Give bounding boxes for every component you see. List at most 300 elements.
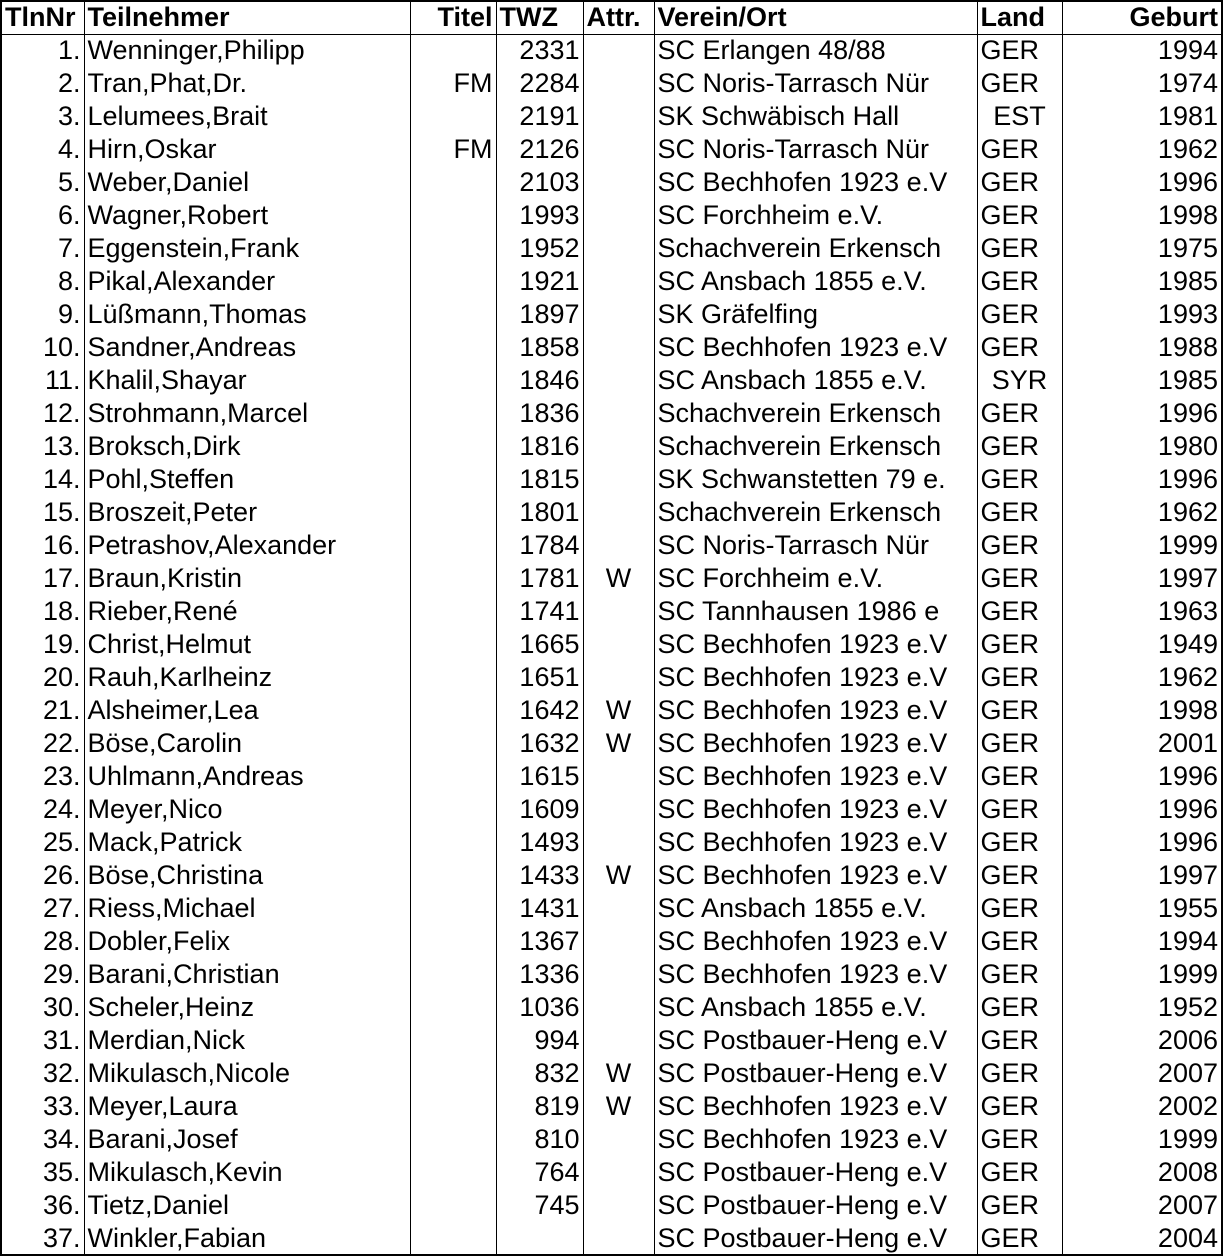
cell-twz: 1815 <box>496 463 583 496</box>
cell-nr: 22. <box>1 727 84 760</box>
cell-titel <box>410 661 496 694</box>
table-row <box>1 1090 1222 1123</box>
cell-teilnehmer: Broszeit,Peter <box>84 496 410 529</box>
cell-land: GER <box>977 67 1062 100</box>
cell-titel <box>410 628 496 661</box>
table-row <box>1 529 1222 562</box>
cell-teilnehmer: Hirn,Oskar <box>84 133 410 166</box>
cell-twz: 1846 <box>496 364 583 397</box>
cell-verein: SC Ansbach 1855 e.V. <box>654 364 977 397</box>
cell-teilnehmer: Dobler,Felix <box>84 925 410 958</box>
table-body <box>1 34 1222 1255</box>
cell-titel <box>410 364 496 397</box>
cell-twz: 1493 <box>496 826 583 859</box>
cell-nr: 24. <box>1 793 84 826</box>
cell-geburt: 1996 <box>1062 760 1222 793</box>
cell-attr <box>583 463 654 496</box>
cell-teilnehmer: Barani,Josef <box>84 1123 410 1156</box>
cell-geburt: 1962 <box>1062 133 1222 166</box>
cell-teilnehmer: Braun,Kristin <box>84 562 410 595</box>
cell-land: GER <box>977 232 1062 265</box>
cell-nr: 13. <box>1 430 84 463</box>
cell-verein: SC Bechhofen 1923 e.V <box>654 793 977 826</box>
cell-verein: SC Bechhofen 1923 e.V <box>654 166 977 199</box>
cell-land: GER <box>977 595 1062 628</box>
cell-titel <box>410 892 496 925</box>
cell-geburt: 1985 <box>1062 265 1222 298</box>
header-nr: TlnNr <box>1 1 84 34</box>
cell-titel <box>410 463 496 496</box>
cell-geburt: 1993 <box>1062 298 1222 331</box>
cell-verein: SC Postbauer-Heng e.V <box>654 1222 977 1255</box>
table-row <box>1 727 1222 760</box>
cell-twz: 2126 <box>496 133 583 166</box>
cell-geburt: 1952 <box>1062 991 1222 1024</box>
cell-nr: 9. <box>1 298 84 331</box>
cell-geburt: 2007 <box>1062 1057 1222 1090</box>
cell-teilnehmer: Wagner,Robert <box>84 199 410 232</box>
table-row <box>1 265 1222 298</box>
cell-twz: 810 <box>496 1123 583 1156</box>
cell-titel <box>410 991 496 1024</box>
cell-verein: SK Gräfelfing <box>654 298 977 331</box>
cell-land: GER <box>977 892 1062 925</box>
header-twz: TWZ <box>496 1 583 34</box>
cell-titel <box>410 1090 496 1123</box>
table-row <box>1 166 1222 199</box>
cell-teilnehmer: Christ,Helmut <box>84 628 410 661</box>
cell-verein: Schachverein Erkensch <box>654 496 977 529</box>
cell-geburt: 1980 <box>1062 430 1222 463</box>
header-teilnehmer: Teilnehmer <box>84 1 410 34</box>
cell-attr <box>583 1189 654 1222</box>
cell-verein: Schachverein Erkensch <box>654 232 977 265</box>
cell-geburt: 1963 <box>1062 595 1222 628</box>
cell-land: GER <box>977 34 1062 67</box>
cell-titel <box>410 232 496 265</box>
cell-attr <box>583 958 654 991</box>
cell-titel: FM <box>410 133 496 166</box>
cell-geburt: 1998 <box>1062 199 1222 232</box>
cell-attr: W <box>583 727 654 760</box>
cell-verein: SC Ansbach 1855 e.V. <box>654 892 977 925</box>
cell-verein: SC Postbauer-Heng e.V <box>654 1057 977 1090</box>
cell-twz: 1665 <box>496 628 583 661</box>
cell-attr <box>583 1123 654 1156</box>
cell-twz: 1952 <box>496 232 583 265</box>
cell-attr <box>583 100 654 133</box>
cell-land: SYR <box>977 364 1062 397</box>
table-row <box>1 1123 1222 1156</box>
cell-attr <box>583 34 654 67</box>
cell-titel <box>410 1156 496 1189</box>
cell-attr <box>583 529 654 562</box>
cell-geburt: 1996 <box>1062 397 1222 430</box>
cell-verein: SC Bechhofen 1923 e.V <box>654 628 977 661</box>
table-row <box>1 661 1222 694</box>
cell-land: GER <box>977 1189 1062 1222</box>
cell-attr <box>583 364 654 397</box>
cell-nr: 12. <box>1 397 84 430</box>
cell-titel <box>410 34 496 67</box>
cell-twz: 1609 <box>496 793 583 826</box>
cell-twz: 2103 <box>496 166 583 199</box>
table-row <box>1 694 1222 727</box>
cell-teilnehmer: Broksch,Dirk <box>84 430 410 463</box>
cell-attr <box>583 826 654 859</box>
cell-titel <box>410 397 496 430</box>
cell-titel <box>410 100 496 133</box>
cell-verein: SC Postbauer-Heng e.V <box>654 1189 977 1222</box>
cell-land: GER <box>977 727 1062 760</box>
cell-verein: SC Bechhofen 1923 e.V <box>654 826 977 859</box>
cell-verein: SC Bechhofen 1923 e.V <box>654 859 977 892</box>
cell-attr: W <box>583 694 654 727</box>
cell-attr <box>583 760 654 793</box>
cell-nr: 32. <box>1 1057 84 1090</box>
cell-attr <box>583 430 654 463</box>
table-row <box>1 100 1222 133</box>
cell-twz: 1921 <box>496 265 583 298</box>
cell-land: GER <box>977 958 1062 991</box>
cell-twz: 1801 <box>496 496 583 529</box>
cell-geburt: 1999 <box>1062 1123 1222 1156</box>
cell-verein: SC Noris-Tarrasch Nür <box>654 133 977 166</box>
cell-nr: 36. <box>1 1189 84 1222</box>
cell-verein: SC Erlangen 48/88 <box>654 34 977 67</box>
cell-twz: 1781 <box>496 562 583 595</box>
cell-land: GER <box>977 265 1062 298</box>
cell-verein: SK Schwäbisch Hall <box>654 100 977 133</box>
cell-land: GER <box>977 760 1062 793</box>
cell-titel <box>410 694 496 727</box>
cell-nr: 30. <box>1 991 84 1024</box>
cell-twz: 1651 <box>496 661 583 694</box>
cell-attr <box>583 595 654 628</box>
cell-titel <box>410 958 496 991</box>
cell-geburt: 1996 <box>1062 463 1222 496</box>
cell-twz: 1858 <box>496 331 583 364</box>
cell-attr <box>583 331 654 364</box>
cell-titel <box>410 331 496 364</box>
table-row <box>1 298 1222 331</box>
cell-land: GER <box>977 166 1062 199</box>
cell-teilnehmer: Rauh,Karlheinz <box>84 661 410 694</box>
cell-geburt: 1996 <box>1062 166 1222 199</box>
cell-titel <box>410 760 496 793</box>
cell-land: GER <box>977 1024 1062 1057</box>
cell-twz: 1897 <box>496 298 583 331</box>
cell-land: GER <box>977 925 1062 958</box>
header-land: Land <box>977 1 1062 34</box>
cell-titel <box>410 727 496 760</box>
cell-geburt: 2007 <box>1062 1189 1222 1222</box>
cell-land: GER <box>977 562 1062 595</box>
cell-twz: 1036 <box>496 991 583 1024</box>
table-row <box>1 430 1222 463</box>
cell-geburt: 2004 <box>1062 1222 1222 1255</box>
header-row <box>1 1 1222 34</box>
cell-titel <box>410 265 496 298</box>
cell-land: GER <box>977 661 1062 694</box>
cell-verein: SC Ansbach 1855 e.V. <box>654 265 977 298</box>
cell-land: GER <box>977 826 1062 859</box>
cell-geburt: 1999 <box>1062 958 1222 991</box>
cell-titel <box>410 562 496 595</box>
cell-verein: SC Forchheim e.V. <box>654 562 977 595</box>
cell-attr <box>583 793 654 826</box>
cell-land: GER <box>977 529 1062 562</box>
header-geburt: Geburt <box>1062 1 1222 34</box>
cell-titel <box>410 166 496 199</box>
cell-verein: SC Bechhofen 1923 e.V <box>654 925 977 958</box>
cell-geburt: 1974 <box>1062 67 1222 100</box>
cell-titel <box>410 496 496 529</box>
table-row <box>1 1156 1222 1189</box>
cell-nr: 28. <box>1 925 84 958</box>
table-row <box>1 991 1222 1024</box>
cell-verein: SC Bechhofen 1923 e.V <box>654 958 977 991</box>
cell-teilnehmer: Winkler,Fabian <box>84 1222 410 1255</box>
cell-land: GER <box>977 298 1062 331</box>
cell-titel <box>410 793 496 826</box>
table-row <box>1 133 1222 166</box>
table-row <box>1 364 1222 397</box>
cell-land: GER <box>977 991 1062 1024</box>
cell-land: GER <box>977 1123 1062 1156</box>
cell-titel <box>410 925 496 958</box>
cell-nr: 21. <box>1 694 84 727</box>
cell-attr <box>583 67 654 100</box>
cell-twz: 1642 <box>496 694 583 727</box>
cell-titel <box>410 595 496 628</box>
cell-geburt: 1996 <box>1062 826 1222 859</box>
cell-nr: 27. <box>1 892 84 925</box>
cell-verein: SC Bechhofen 1923 e.V <box>654 760 977 793</box>
cell-verein: SK Schwanstetten 79 e. <box>654 463 977 496</box>
cell-teilnehmer: Weber,Daniel <box>84 166 410 199</box>
cell-attr: W <box>583 1057 654 1090</box>
table-row <box>1 1057 1222 1090</box>
cell-geburt: 1985 <box>1062 364 1222 397</box>
cell-titel <box>410 859 496 892</box>
cell-teilnehmer: Tietz,Daniel <box>84 1189 410 1222</box>
cell-geburt: 1997 <box>1062 562 1222 595</box>
cell-nr: 14. <box>1 463 84 496</box>
cell-titel <box>410 1024 496 1057</box>
cell-teilnehmer: Scheler,Heinz <box>84 991 410 1024</box>
cell-titel <box>410 529 496 562</box>
cell-teilnehmer: Rieber,René <box>84 595 410 628</box>
cell-attr <box>583 298 654 331</box>
cell-verein: Schachverein Erkensch <box>654 397 977 430</box>
cell-twz <box>496 1222 583 1255</box>
cell-geburt: 1962 <box>1062 661 1222 694</box>
cell-teilnehmer: Merdian,Nick <box>84 1024 410 1057</box>
cell-twz: 2331 <box>496 34 583 67</box>
table-row <box>1 859 1222 892</box>
cell-attr <box>583 1222 654 1255</box>
cell-geburt: 1997 <box>1062 859 1222 892</box>
cell-land: GER <box>977 496 1062 529</box>
cell-twz: 1433 <box>496 859 583 892</box>
table-row <box>1 826 1222 859</box>
cell-teilnehmer: Pikal,Alexander <box>84 265 410 298</box>
cell-twz: 1367 <box>496 925 583 958</box>
cell-nr: 33. <box>1 1090 84 1123</box>
cell-land: GER <box>977 628 1062 661</box>
cell-geburt: 1962 <box>1062 496 1222 529</box>
cell-geburt: 1994 <box>1062 925 1222 958</box>
cell-teilnehmer: Alsheimer,Lea <box>84 694 410 727</box>
cell-twz: 1784 <box>496 529 583 562</box>
cell-geburt: 1975 <box>1062 232 1222 265</box>
cell-twz: 764 <box>496 1156 583 1189</box>
cell-attr: W <box>583 859 654 892</box>
cell-geburt: 1949 <box>1062 628 1222 661</box>
cell-nr: 1. <box>1 34 84 67</box>
cell-land: GER <box>977 1057 1062 1090</box>
cell-attr: W <box>583 1090 654 1123</box>
cell-attr <box>583 661 654 694</box>
cell-twz: 1993 <box>496 199 583 232</box>
cell-attr <box>583 892 654 925</box>
cell-nr: 34. <box>1 1123 84 1156</box>
cell-land: GER <box>977 694 1062 727</box>
cell-verein: SC Noris-Tarrasch Nür <box>654 67 977 100</box>
cell-attr <box>583 265 654 298</box>
cell-land: GER <box>977 793 1062 826</box>
table-row <box>1 1189 1222 1222</box>
cell-nr: 5. <box>1 166 84 199</box>
table-row <box>1 397 1222 430</box>
cell-attr <box>583 991 654 1024</box>
cell-attr <box>583 199 654 232</box>
cell-titel <box>410 826 496 859</box>
cell-verein: SC Postbauer-Heng e.V <box>654 1156 977 1189</box>
cell-titel <box>410 298 496 331</box>
table-row <box>1 760 1222 793</box>
table-row <box>1 331 1222 364</box>
cell-verein: SC Noris-Tarrasch Nür <box>654 529 977 562</box>
cell-verein: SC Tannhausen 1986 e <box>654 595 977 628</box>
cell-twz: 2191 <box>496 100 583 133</box>
cell-titel: FM <box>410 67 496 100</box>
cell-nr: 15. <box>1 496 84 529</box>
cell-verein: SC Bechhofen 1923 e.V <box>654 1123 977 1156</box>
table-row <box>1 199 1222 232</box>
cell-geburt: 1994 <box>1062 34 1222 67</box>
cell-attr <box>583 1156 654 1189</box>
cell-nr: 26. <box>1 859 84 892</box>
cell-titel <box>410 1057 496 1090</box>
table-row <box>1 232 1222 265</box>
cell-teilnehmer: Sandner,Andreas <box>84 331 410 364</box>
cell-teilnehmer: Tran,Phat,Dr. <box>84 67 410 100</box>
cell-nr: 20. <box>1 661 84 694</box>
cell-titel <box>410 1123 496 1156</box>
table-row <box>1 67 1222 100</box>
cell-nr: 35. <box>1 1156 84 1189</box>
cell-nr: 23. <box>1 760 84 793</box>
cell-geburt: 2008 <box>1062 1156 1222 1189</box>
cell-titel <box>410 1222 496 1255</box>
cell-verein: SC Bechhofen 1923 e.V <box>654 331 977 364</box>
cell-verein: SC Bechhofen 1923 e.V <box>654 694 977 727</box>
cell-twz: 745 <box>496 1189 583 1222</box>
cell-geburt: 2002 <box>1062 1090 1222 1123</box>
cell-land: GER <box>977 1156 1062 1189</box>
cell-nr: 11. <box>1 364 84 397</box>
cell-twz: 2284 <box>496 67 583 100</box>
cell-titel <box>410 430 496 463</box>
cell-verein: SC Ansbach 1855 e.V. <box>654 991 977 1024</box>
cell-teilnehmer: Mack,Patrick <box>84 826 410 859</box>
cell-nr: 31. <box>1 1024 84 1057</box>
cell-land: GER <box>977 397 1062 430</box>
cell-attr <box>583 133 654 166</box>
cell-teilnehmer: Meyer,Nico <box>84 793 410 826</box>
cell-twz: 1615 <box>496 760 583 793</box>
cell-teilnehmer: Eggenstein,Frank <box>84 232 410 265</box>
cell-verein: SC Bechhofen 1923 e.V <box>654 661 977 694</box>
cell-nr: 4. <box>1 133 84 166</box>
cell-twz: 1632 <box>496 727 583 760</box>
cell-nr: 6. <box>1 199 84 232</box>
cell-teilnehmer: Böse,Christina <box>84 859 410 892</box>
cell-teilnehmer: Meyer,Laura <box>84 1090 410 1123</box>
cell-nr: 8. <box>1 265 84 298</box>
cell-geburt: 1955 <box>1062 892 1222 925</box>
cell-twz: 819 <box>496 1090 583 1123</box>
table-row <box>1 496 1222 529</box>
cell-twz: 994 <box>496 1024 583 1057</box>
table-row <box>1 892 1222 925</box>
cell-twz: 1336 <box>496 958 583 991</box>
cell-teilnehmer: Riess,Michael <box>84 892 410 925</box>
cell-geburt: 1999 <box>1062 529 1222 562</box>
cell-teilnehmer: Lelumees,Brait <box>84 100 410 133</box>
cell-attr <box>583 628 654 661</box>
cell-nr: 19. <box>1 628 84 661</box>
cell-teilnehmer: Petrashov,Alexander <box>84 529 410 562</box>
cell-verein: SC Forchheim e.V. <box>654 199 977 232</box>
table-row <box>1 1024 1222 1057</box>
cell-nr: 37. <box>1 1222 84 1255</box>
table-row <box>1 562 1222 595</box>
cell-attr <box>583 232 654 265</box>
cell-geburt: 2001 <box>1062 727 1222 760</box>
cell-nr: 25. <box>1 826 84 859</box>
cell-verein: SC Bechhofen 1923 e.V <box>654 1090 977 1123</box>
cell-land: GER <box>977 1222 1062 1255</box>
cell-land: GER <box>977 430 1062 463</box>
table-row <box>1 925 1222 958</box>
cell-nr: 3. <box>1 100 84 133</box>
cell-nr: 16. <box>1 529 84 562</box>
cell-teilnehmer: Mikulasch,Kevin <box>84 1156 410 1189</box>
cell-geburt: 1996 <box>1062 793 1222 826</box>
cell-land: EST <box>977 100 1062 133</box>
cell-geburt: 1988 <box>1062 331 1222 364</box>
table-row <box>1 1222 1222 1255</box>
cell-nr: 29. <box>1 958 84 991</box>
cell-teilnehmer: Böse,Carolin <box>84 727 410 760</box>
cell-titel <box>410 1189 496 1222</box>
cell-teilnehmer: Khalil,Shayar <box>84 364 410 397</box>
cell-teilnehmer: Lüßmann,Thomas <box>84 298 410 331</box>
cell-twz: 832 <box>496 1057 583 1090</box>
